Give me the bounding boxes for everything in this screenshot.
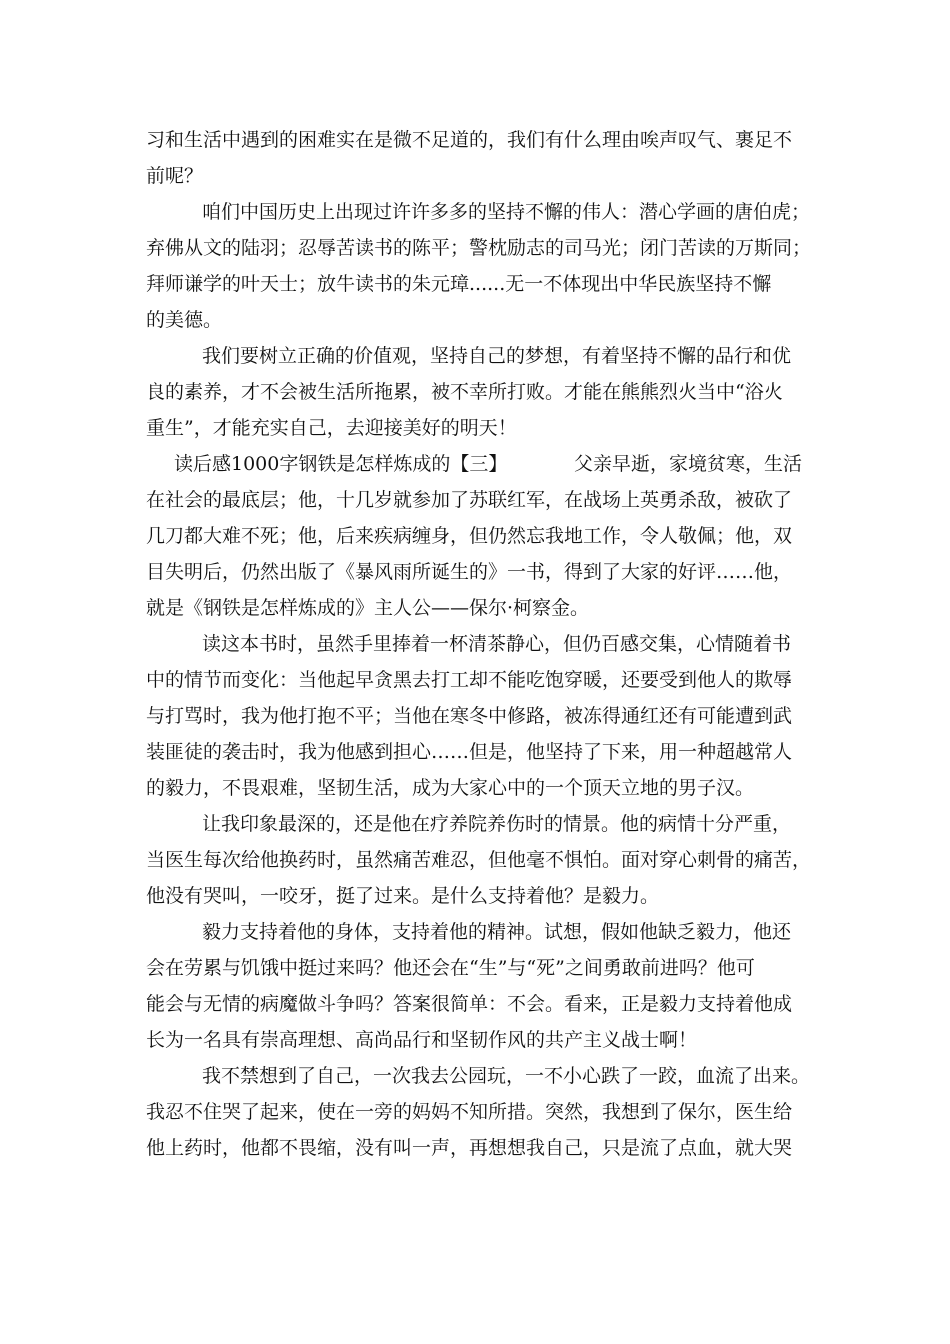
text-line: 能会与无情的病魔做斗争吗？答案很简单：不会。看来，正是毅力支持着他成	[146, 993, 793, 1015]
text-line: 会在劳累与饥饿中挺过来吗？他还会在“生”与“死”之间勇敢前进吗？他可	[146, 957, 755, 979]
text-line: 良的素养，才不会被生活所拖累，被不幸所打败。才能在熊熊烈火当中“浴火	[146, 381, 783, 403]
text-line: 毅力支持着他的身体，支持着他的精神。试想，假如他缺乏毅力，他还	[202, 921, 792, 943]
text-line: 中的情节而变化：当他起早贪黑去打工却不能吃饱穿暖，还要受到他人的欺辱	[146, 669, 793, 691]
text-line: 父亲早逝，家境贫寒，生活	[574, 453, 803, 475]
text-line: 长为一名具有崇高理想、高尚品行和坚韧作风的共产主义战士啊！	[146, 1029, 698, 1051]
text-line: 就是《钢铁是怎样炼成的》主人公——保尔·柯察金。	[146, 597, 590, 619]
text-line: 与打骂时，我为他打抱不平；当他在寒冬中修路，被冻得通红还有可能遭到武	[146, 705, 793, 727]
text-line: 他上药时，他都不畏缩，没有叫一声，再想想我自己，只是流了点血，就大哭	[146, 1137, 793, 1159]
text-line: 在社会的最底层；他，十几岁就参加了苏联红军，在战场上英勇杀敌，被砍了	[146, 489, 793, 511]
section-heading: 读后感1000字钢铁是怎样炼成的【三】	[174, 453, 508, 475]
text-line: 几刀都大难不死；他，后来疾病缠身，但仍然忘我地工作，令人敬佩；他，双	[146, 525, 793, 547]
text-line: 他没有哭叫，一咬牙，挺了过来。是什么支持着他？是毅力。	[146, 885, 660, 907]
text-line: 的毅力，不畏艰难，坚韧生活，成为大家心中的一个顶天立地的男子汉。	[146, 777, 755, 799]
text-line: 我忍不住哭了起来，使在一旁的妈妈不知所措。突然，我想到了保尔，医生给	[146, 1101, 793, 1123]
text-line: 当医生每次给他换药时，虽然痛苦难忍，但他毫不惧怕。面对穿心刺骨的痛苦，	[146, 849, 812, 871]
text-line: 装匪徒的袭击时，我为他感到担心……但是，他坚持了下来，用一种超越常人	[146, 741, 793, 763]
text-line: 前呢？	[146, 165, 204, 187]
text-line: 咱们中国历史上出现过许许多多的坚持不懈的伟人：潜心学画的唐伯虎；	[202, 201, 811, 223]
text-line: 弃佛从文的陆羽；忍辱苦读书的陈平；警枕励志的司马光；闭门苦读的万斯同；	[146, 237, 812, 259]
text-line: 让我印象最深的，还是他在疗养院养伤时的情景。他的病情十分严重，	[202, 813, 792, 835]
text-line: 习和生活中遇到的困难实在是微不足道的，我们有什么理由唉声叹气、裹足不	[146, 129, 793, 151]
text-line: 我不禁想到了自己，一次我去公园玩，一不小心跌了一跤，血流了出来。	[202, 1065, 811, 1087]
text-line: 的美德。	[146, 309, 223, 331]
text-line: 目失明后，仍然出版了《暴风雨所诞生的》一书，得到了大家的好评……他，	[146, 561, 793, 583]
text-line: 重生”，才能充实自己，去迎接美好的明天！	[146, 417, 517, 439]
text-line: 拜师谦学的叶天士；放牛读书的朱元璋......无一不体现出中华民族坚持不懈	[146, 273, 772, 295]
text-line: 我们要树立正确的价值观，坚持自己的梦想，有着坚持不懈的品行和优	[202, 345, 792, 367]
text-line: 读这本书时，虽然手里捧着一杯清茶静心，但仍百感交集，心情随着书	[202, 633, 792, 655]
